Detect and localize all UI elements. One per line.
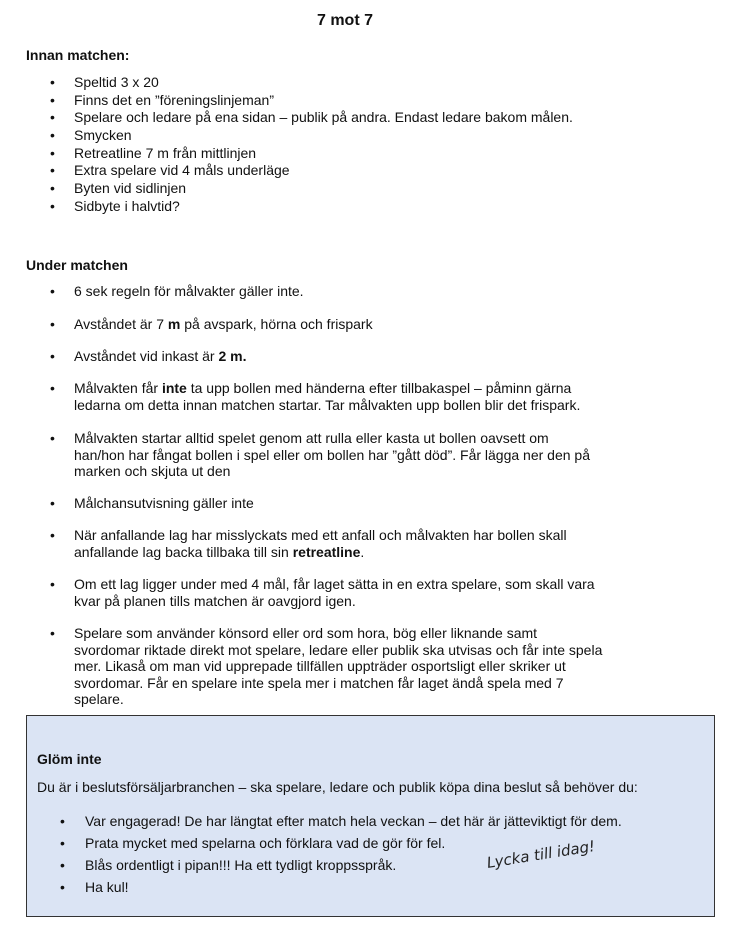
- list-item: • Spelare och ledare på ena sidan – publik på andra. Endast ledare bakom målen.: [50, 109, 573, 127]
- line: 6 sek regeln för målvakter gäller inte.: [74, 283, 304, 299]
- line: svordomar. Får en spelare inte spela mer i matchen får laget ändå spela med 7: [74, 674, 564, 691]
- list-item: [50, 348, 654, 365]
- during-match-heading: Under matchen: [26, 257, 128, 273]
- text-run: på avspark, hörna och frispark: [180, 316, 373, 332]
- list-item: • Ha kul!: [60, 876, 622, 898]
- text-run: Avståndet vid inkast är: [74, 348, 219, 364]
- list-item: • Prata mycket med spelarna och förklara vad de gör för fel.: [60, 832, 622, 854]
- reminder-box: [26, 715, 715, 917]
- line: När anfallande lag har misslyckats med ett anfall och målvakten har bollen skall: [74, 527, 567, 543]
- list-item: • Speltid 3 x 20: [50, 74, 573, 92]
- line: Målvakten startar alltid spelet genom att rulla eller kasta ut bollen oavsett om: [74, 430, 549, 446]
- line: kvar på planen tills matchen är oavgjord igen.: [74, 592, 356, 609]
- list-item: [50, 316, 654, 333]
- list-item: • Retreatline 7 m från mittlinjen: [50, 145, 573, 163]
- list-item: • Byten vid sidlinjen: [50, 180, 573, 198]
- list-item: • Smycken: [50, 127, 573, 145]
- bold-run: retreatline: [292, 543, 361, 560]
- line: ledarna om detta innan matchen startar. Tar målvakten upp bollen blir det frispark.: [74, 396, 581, 413]
- list-item: [50, 576, 654, 609]
- bold-run: 2 m.: [218, 348, 247, 364]
- text-run: anfallande lag backa tillbaka till sin: [74, 543, 293, 560]
- list-item: [50, 495, 654, 512]
- line: Om ett lag ligger under med 4 mål, får laget sätta in en extra spelare, som skall vara: [74, 576, 595, 592]
- list-item: [50, 527, 654, 560]
- text-run: .: [360, 543, 365, 560]
- handwritten-note: Lycka till idag!: [485, 837, 597, 872]
- text-run: Avståndet är 7: [74, 316, 168, 332]
- reminder-intro: Du är i beslutsförsäljarbranchen – ska spelare, ledare och publik köpa dina beslut så behöver du:: [37, 779, 638, 795]
- list-item: • Extra spelare vid 4 måls underläge: [50, 162, 573, 180]
- list-item: [50, 625, 654, 708]
- before-match-list: [50, 74, 573, 216]
- line: Målchansutvisning gäller inte: [74, 495, 254, 511]
- line: mer. Likaså om man vid upprepade tillfällen uppträder osportsligt eller skriker ut: [74, 658, 566, 674]
- list-item: [50, 380, 654, 413]
- text-run: Målvakten får: [74, 380, 162, 396]
- list-item: [50, 430, 654, 480]
- line: svordomar riktade direkt mot spelare, ledare eller publik ska utvisas och får inte spela: [74, 641, 603, 658]
- list-item: • Finns det en ”föreningslinjeman”: [50, 92, 573, 110]
- page-title: 7 mot 7: [316, 12, 373, 29]
- line: marken och skjuta ut den: [74, 463, 231, 479]
- list-item: • Blås ordentligt i pipan!!! Ha ett tydligt kroppsspråk.: [60, 854, 622, 876]
- list-item: [50, 283, 654, 300]
- list-item: • Var engagerad! De har längtat efter match hela veckan – det här är jätteviktigt för dem.: [60, 810, 622, 832]
- line: han/hon har fångat bollen i spel eller om bollen har ”gått död”. Får lägga ner den på: [74, 446, 591, 463]
- before-match-heading: Innan matchen:: [26, 47, 130, 63]
- list-item: • Sidbyte i halvtid?: [50, 198, 573, 216]
- line: spelare.: [74, 691, 124, 707]
- bold-run: inte: [161, 380, 187, 396]
- text-run: ta upp bollen med händerna efter tillbakaspel – påminn gärna: [186, 380, 572, 396]
- line: Spelare som använder könsord eller ord som hora, bög eller liknande samt: [74, 625, 538, 641]
- bold-run: m: [167, 316, 181, 332]
- reminder-heading: Glöm inte: [37, 751, 102, 767]
